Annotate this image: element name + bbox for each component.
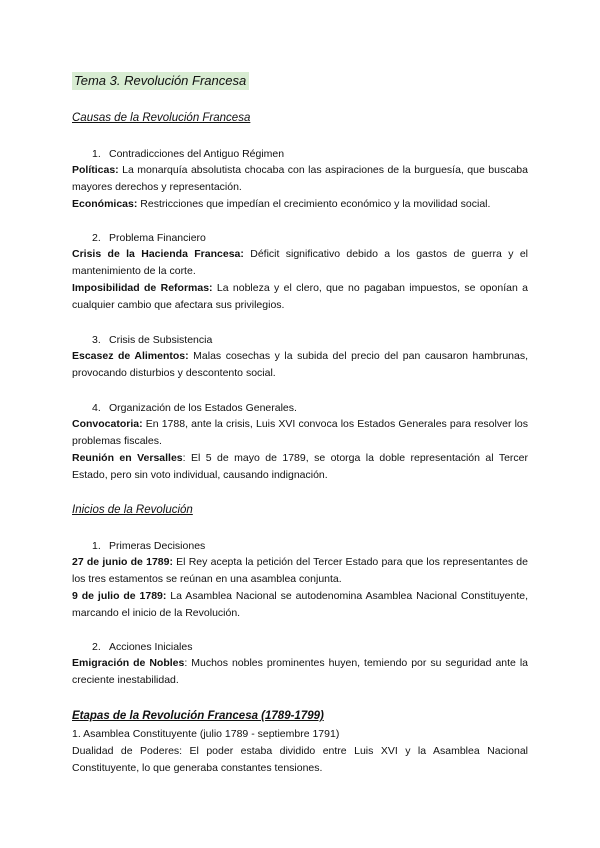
paragraph-text: La monarquía absolutista chocaba con las aspiraciones de la burguesía, que buscaba mayores derechos y representación.: [72, 164, 528, 193]
list-number: 4.: [92, 402, 101, 414]
page-title: Tema 3. Revolución Francesa: [72, 72, 249, 90]
list-item-heading: [92, 402, 297, 414]
paragraph: [72, 348, 528, 382]
paragraph-text: En 1788, ante la crisis, Luis XVI convoca los Estados Generales para resolver los problemas fiscales.: [72, 418, 528, 447]
paragraph: [72, 588, 528, 622]
paragraph: [72, 416, 528, 450]
term: Convocatoria:: [72, 418, 143, 430]
paragraph: [72, 450, 528, 484]
paragraph: [72, 655, 528, 689]
paragraph: [72, 246, 528, 280]
paragraph-text: Malas cosechas y la subida del precio del pan causaron hambrunas, provocando disturbios y descontento social.: [72, 350, 529, 379]
list-label: Problema Financiero: [109, 232, 206, 244]
list-item-heading: [92, 334, 212, 346]
subheading: 1. Asamblea Constituyente (julio 1789 - septiembre 1791): [72, 728, 340, 740]
list-item-heading: [92, 232, 206, 244]
list-label: Organización de los Estados Generales.: [109, 402, 297, 414]
paragraph: [72, 554, 528, 588]
list-number: 2.: [92, 641, 101, 653]
term: Económicas:: [72, 198, 138, 210]
term: Imposibilidad de Reformas:: [72, 282, 213, 294]
paragraph: Dualidad de Poderes: El poder estaba dividido entre Luis XVI y la Asamblea Nacional Constituyente, lo que generaba constantes tensiones.: [72, 745, 528, 774]
paragraph-text: : El 5 de mayo de 1789, se otorga la doble representación al Tercer Estado, pero sin voto individual, causando indignación.: [72, 452, 528, 481]
list-label: Primeras Decisiones: [109, 540, 206, 552]
paragraph-text: La Asamblea Nacional se autodenomina Asamblea Nacional Constituyente, marcando el inicio de la Revolución.: [72, 590, 529, 619]
section-heading-causas: Causas de la Revolución Francesa: [72, 112, 251, 124]
list-label: Acciones Iniciales: [109, 641, 193, 653]
term: Crisis de la Hacienda Francesa:: [72, 248, 244, 260]
paragraph-text: La nobleza y el clero, que no pagaban impuestos, se oponían a cualquier cambio que afectara sus privilegios.: [72, 282, 528, 311]
term: Políticas:: [72, 164, 119, 176]
paragraph: [72, 196, 528, 213]
list-item-heading: [92, 540, 205, 552]
list-label: Crisis de Subsistencia: [109, 334, 213, 346]
term: Escasez de Alimentos:: [72, 350, 189, 362]
list-number: 1.: [92, 148, 101, 160]
paragraph: [72, 280, 528, 314]
paragraph-text: : Muchos nobles prominentes huyen, temiendo por su seguridad ante la creciente inestabilidad.: [72, 657, 528, 686]
paragraph-text: El Rey acepta la petición del Tercer Estado para que los representantes de los tres estamentos se reúnan en una asamblea conjunta.: [72, 556, 528, 585]
list-number: 2.: [92, 232, 101, 244]
section-heading-etapas: Etapas de la Revolución Francesa (1789-1799): [72, 710, 324, 722]
paragraph-text: Restricciones que impedían el crecimiento económico y la movilidad social.: [137, 198, 491, 210]
list-item-heading: [92, 148, 284, 160]
term: Emigración de Nobles: [72, 657, 185, 669]
list-number: 3.: [92, 334, 101, 346]
list-label: Contradicciones del Antiguo Régimen: [109, 148, 285, 160]
section-heading-inicios: Inicios de la Revolución: [72, 504, 193, 516]
term: Reunión en Versalles: [72, 452, 183, 464]
list-number: 1.: [92, 540, 101, 552]
term: 9 de julio de 1789:: [72, 590, 167, 602]
paragraph: [72, 162, 528, 196]
term: 27 de junio de 1789:: [72, 556, 173, 568]
paragraph-text: Déficit significativo debido a los gastos de guerra y el mantenimiento de la corte.: [72, 248, 528, 277]
list-item-heading: [92, 641, 192, 653]
